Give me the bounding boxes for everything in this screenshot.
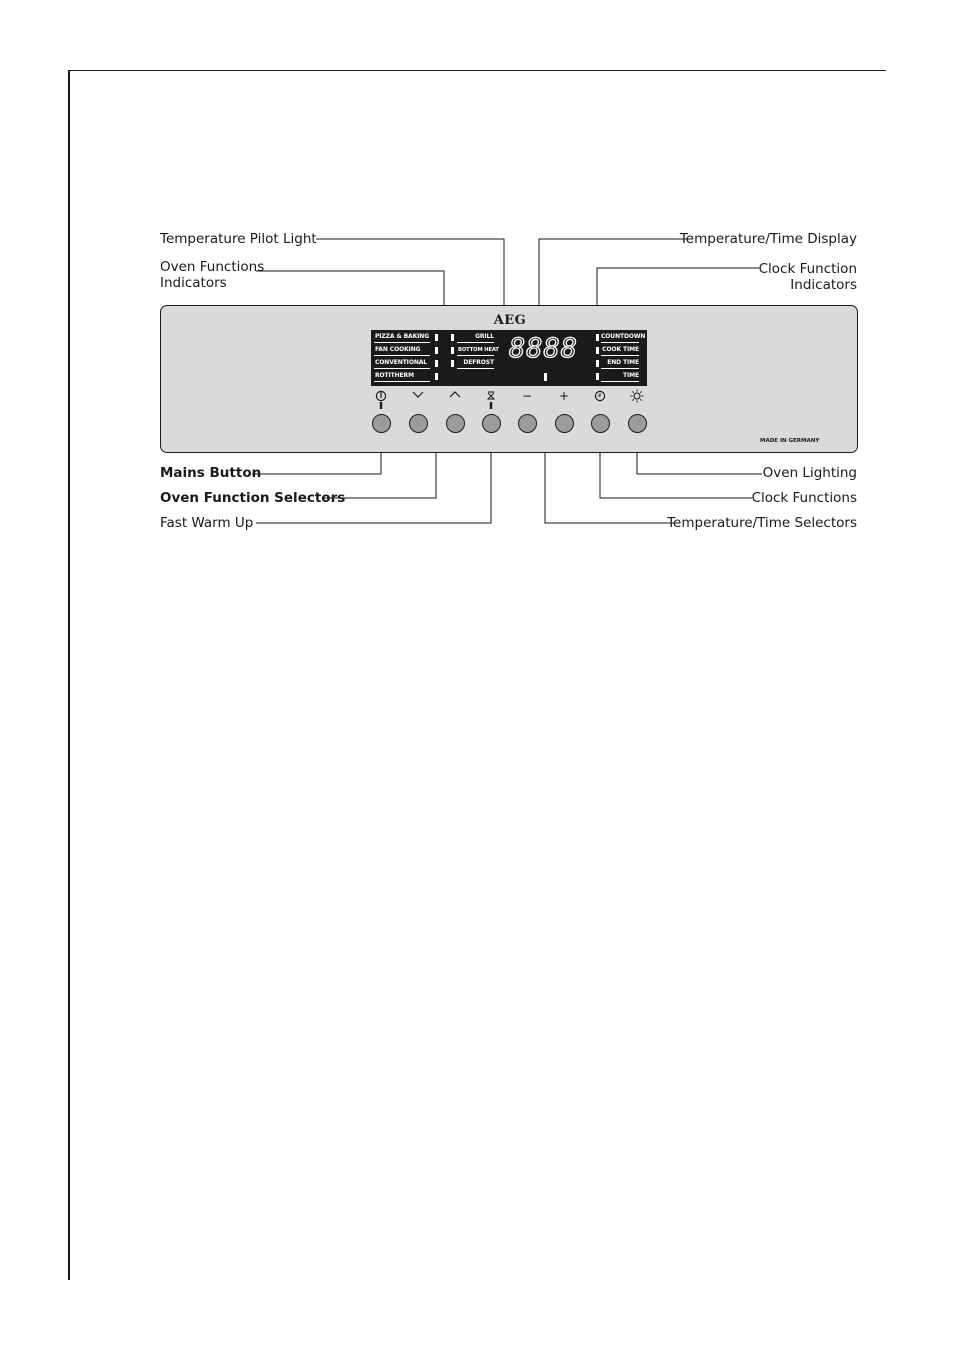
divider [601, 355, 639, 356]
temperature-pilot-light [544, 373, 547, 381]
indicator-rotitherm [435, 373, 438, 380]
chevron-down-icon [408, 389, 428, 403]
label-oven-functions-indicators-1: Oven Functions [160, 259, 265, 275]
indicator-cook-time [596, 347, 599, 354]
mains-button[interactable] [372, 414, 391, 433]
chevron-up-icon [445, 389, 465, 403]
clock-icon [590, 389, 610, 403]
label-oven-lighting: Oven Lighting [762, 465, 857, 481]
label-oven-functions-indicators-2: Indicators [160, 275, 227, 291]
indicator-conventional [435, 360, 438, 367]
label-clock-function-indicators-2: Indicators [790, 277, 857, 293]
clock-function-cook-time: COOK TIME [602, 346, 639, 353]
indicator-pizza-baking [435, 334, 438, 341]
power-icon [371, 389, 391, 403]
label-oven-function-selectors: Oven Function Selectors [160, 490, 346, 506]
indicator-bottom-heat [451, 347, 454, 354]
minus-symbol: − [521, 389, 533, 403]
indicator-fan-cooking [435, 347, 438, 354]
made-in-germany-label: MADE IN GERMANY [760, 438, 820, 444]
divider [374, 355, 430, 356]
divider [374, 368, 430, 369]
light-bulb-icon [627, 389, 647, 403]
indicator-defrost [451, 360, 454, 367]
divider [374, 342, 430, 343]
clock-functions-button[interactable] [591, 414, 610, 433]
oven-function-rotitherm: ROTITHERM [375, 372, 414, 379]
clock-function-end-time: END TIME [607, 359, 639, 366]
label-mains-button: Mains Button [160, 465, 262, 481]
divider [457, 342, 494, 343]
fast-warm-up-button[interactable] [482, 414, 501, 433]
clock-function-countdown: COUNTDOWN [601, 333, 646, 340]
oven-function-conventional: CONVENTIONAL [375, 359, 428, 366]
oven-function-bottom-heat: BOTTOM HEAT [458, 347, 499, 353]
temperature-time-digits: 8888 [509, 333, 579, 364]
oven-function-down-button[interactable] [409, 414, 428, 433]
indicator-countdown [596, 334, 599, 341]
indicator-grill [451, 334, 454, 341]
plus-symbol: + [558, 389, 570, 403]
label-temperature-time-display: Temperature/Time Display [679, 231, 857, 247]
label-fast-warm-up: Fast Warm Up [160, 515, 254, 531]
divider [457, 368, 494, 369]
temperature-time-plus-button[interactable] [555, 414, 574, 433]
oven-function-fan-cooking: FAN COOKING [375, 346, 421, 353]
label-temperature-time-selectors: Temperature/Time Selectors [667, 515, 857, 531]
temperature-time-minus-button[interactable] [518, 414, 537, 433]
divider [601, 381, 639, 382]
aeg-logo: AEG [493, 313, 527, 328]
indicator-time [596, 373, 599, 380]
label-temperature-pilot-light: Temperature Pilot Light [160, 231, 317, 247]
oven-function-defrost: DEFROST [463, 359, 494, 366]
divider [374, 381, 430, 382]
divider [601, 368, 639, 369]
label-clock-function-indicators-1: Clock Function [758, 261, 857, 277]
label-clock-functions: Clock Functions [751, 490, 857, 506]
indicator-end-time [596, 360, 599, 367]
fast-warm-up-icon [481, 389, 501, 403]
oven-function-up-button[interactable] [446, 414, 465, 433]
clock-function-time: TIME [623, 372, 639, 379]
oven-function-grill: GRILL [475, 333, 494, 340]
divider [601, 342, 639, 343]
oven-function-pizza-baking: PIZZA & BAKING [375, 333, 430, 340]
oven-lighting-button[interactable] [628, 414, 647, 433]
divider [457, 355, 494, 356]
